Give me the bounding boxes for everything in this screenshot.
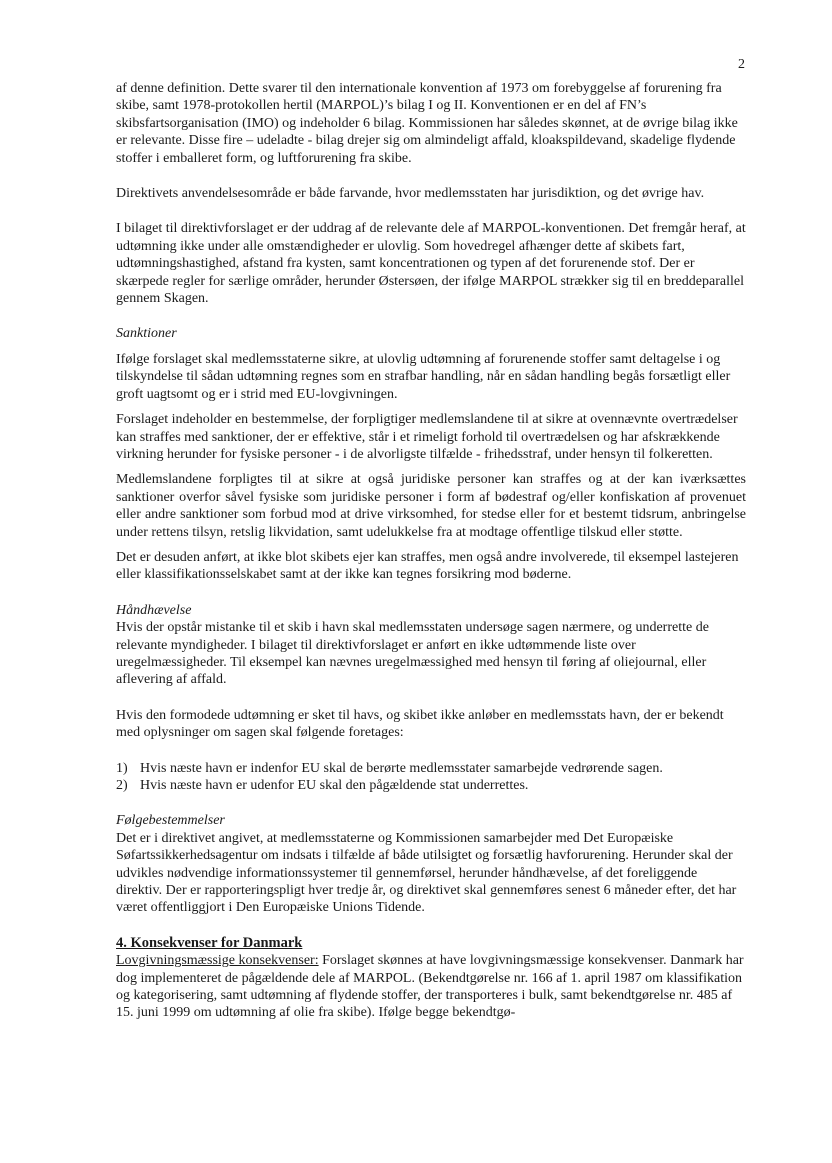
paragraph-handhaevelse-2: Hvis den formodede udtømning er sket til havs, og skibet ikke anløber en medlemsstats havn, der er bekendt med oplysninger om sagen skal følgende foretages: <box>116 707 724 741</box>
paragraph-sanktioner-2: Forslaget indeholder en bestemmelse, der forpligtiger medlemslandene til at sikre at ovennævnte overtrædelser kan straffes med sanktioner, der er effektive, står i et rimeligt forhold til overtrædelsen og har afskrækkende virkning herunder for fysiske personer - i de alvorligste tilfælde - frihedsstraf, under hensyn til folkeretten. <box>116 412 738 462</box>
lovgivning-label: Lovgivningsmæssige konsekvenser: <box>116 953 319 969</box>
paragraph-handhaevelse-1: Hvis der opstår mistanke til et skib i havn skal medlemsstaten undersøge sagen nærmere, og underrette de relevante myndigheder. I bilaget til direktivforslaget er anført en ikke udtømmende liste over uregelmæssigheder. Til eksempel kan nævnes uregelmæssighed med hensyn til føring af oliejournal, eller aflevering af affald. <box>116 620 709 688</box>
section-handhaevelse <box>116 602 746 795</box>
list-item <box>116 777 746 794</box>
paragraph-sanktioner-3: Medlemslandene forpligtes til at sikre at også juridiske personer kan straffes og at der kan iværksættes sanktioner overfor såvel fysiske som juridiske personer i form af bødestraf og/eller konfiskation af provenuet eller andre sanktioner som forbud mod at drive virksomhed, for stedse eller for et bestemt tidsrum, anbringelse under rettens tilsyn, retslig likvidation, samt udelukkelse fra at modtage offentlige tilskud eller støtte. <box>116 472 746 540</box>
lovgivning-text: Forslaget skønnes at have lovgivningsmæssige konsekvenser. Danmark har dog implementeret de pågældende dele af MARPOL. (Bekendtgørelse nr. 166 af 1. april 1987 om klassifikation og kategorisering, samt udtømning af flydende stoffer, der transporteres i bulk, samt bekendtgørelse nr. 485 af 15. juni 1999 om udtømning af olie fra skibe). Ifølge begge bekendtgø- <box>116 953 744 1021</box>
section-konsekvenser <box>116 935 746 1022</box>
paragraph-annex: I bilaget til direktivforslaget er der uddrag af de relevante dele af MARPOL-konventionen. Det fremgår heraf, at udtømning ikke under alle omstændigheder er ulovlig. Som hovedregel afhænger dette af skibets fart, udtømningshastighed, afstand fra kysten, samt koncentrationen og typen af det forurenende stof. Der er skærpede regler for særlige områder, herunder Østersøen, der ifølge MARPOL strækker sig til en breddeparallel gennem Skagen. <box>116 221 746 307</box>
paragraph-konsekvenser <box>116 952 746 1022</box>
list-item-number: 1) <box>116 760 128 776</box>
list-item <box>116 760 746 777</box>
list-item-text: Hvis næste havn er indenfor EU skal de berørte medlemsstater samarbejde vedrørende sagen. <box>140 760 663 776</box>
paragraph-folgebestemmelser: Det er i direktivet angivet, at medlemsstaterne og Kommissionen samarbejder med Det Europæiske Søfartssikkerhedsagentur om indsats i tilfælde af både utilsigtet og forsætlig havforurening. Herunder skal der udvikles nødvendige informationssystemer til gennemførsel, herunder håndhævelse, af det foreliggende direktiv. Der er rapporteringspligt hver tredje år, og direktivet skal gennemføres senest 6 måneder efter, det har været offentliggjort i Den Europæiske Unions Tidende. <box>116 830 737 916</box>
document-body <box>116 80 746 1022</box>
page-number: 2 <box>738 57 745 72</box>
list-item-number: 2) <box>116 778 128 793</box>
section-heading-handhaevelse: Håndhævelse <box>116 602 192 618</box>
section-sanktioner <box>116 325 746 583</box>
paragraph-scope: Direktivets anvendelsesområde er både farvande, hvor medlemsstaten har jurisdiktion, og det øvrige hav. <box>116 186 705 202</box>
handhaevelse-list <box>116 760 746 795</box>
paragraph-sanktioner-4: Det er desuden anført, at ikke blot skibets ejer kan straffes, men også andre involverede, til eksempel lastejeren eller klassifikationsselskabet samt at der ikke kan tegnes forsikring mod bøderne. <box>116 549 739 583</box>
section-heading-konsekvenser: 4. Konsekvenser for Danmark <box>116 934 303 951</box>
section-heading-folgebestemmelser: Følgebestemmelser <box>116 813 225 829</box>
paragraph-sanktioner-1: Ifølge forslaget skal medlemsstaterne sikre, at ulovlig udtømning af forurenende stoffer samt deltagelse i og tilskyndelse til sådan udtømning regnes som en strafbar handling, når en sådan handling begås forsætligt eller groft uagtsomt og er i strid med EU-lovgivningen. <box>116 351 731 402</box>
paragraph-marpol-definition: af denne definition. Dette svarer til den internationale konvention af 1973 om forebyggelse af forurening fra skibe, samt 1978-protokollen hertil (MARPOL)’s bilag I og II. Konventionen er en del af FN’s skibsfartsorganisation (IMO) og indeholder 6 bilag. Kommissionen har således skønnet, at de øvrige bilag ikke er relevante. Disse fire – udeladte - bilag drejer sig om almindeligt affald, kloakspildevand, skadelige flydende stoffer i emballeret form, og luftforurening fra skibe. <box>116 81 738 166</box>
section-heading-sanktioner: Sanktioner <box>116 326 177 342</box>
section-folgebestemmelser <box>116 812 746 916</box>
list-item-text: Hvis næste havn er udenfor EU skal den pågældende stat underrettes. <box>140 778 529 793</box>
